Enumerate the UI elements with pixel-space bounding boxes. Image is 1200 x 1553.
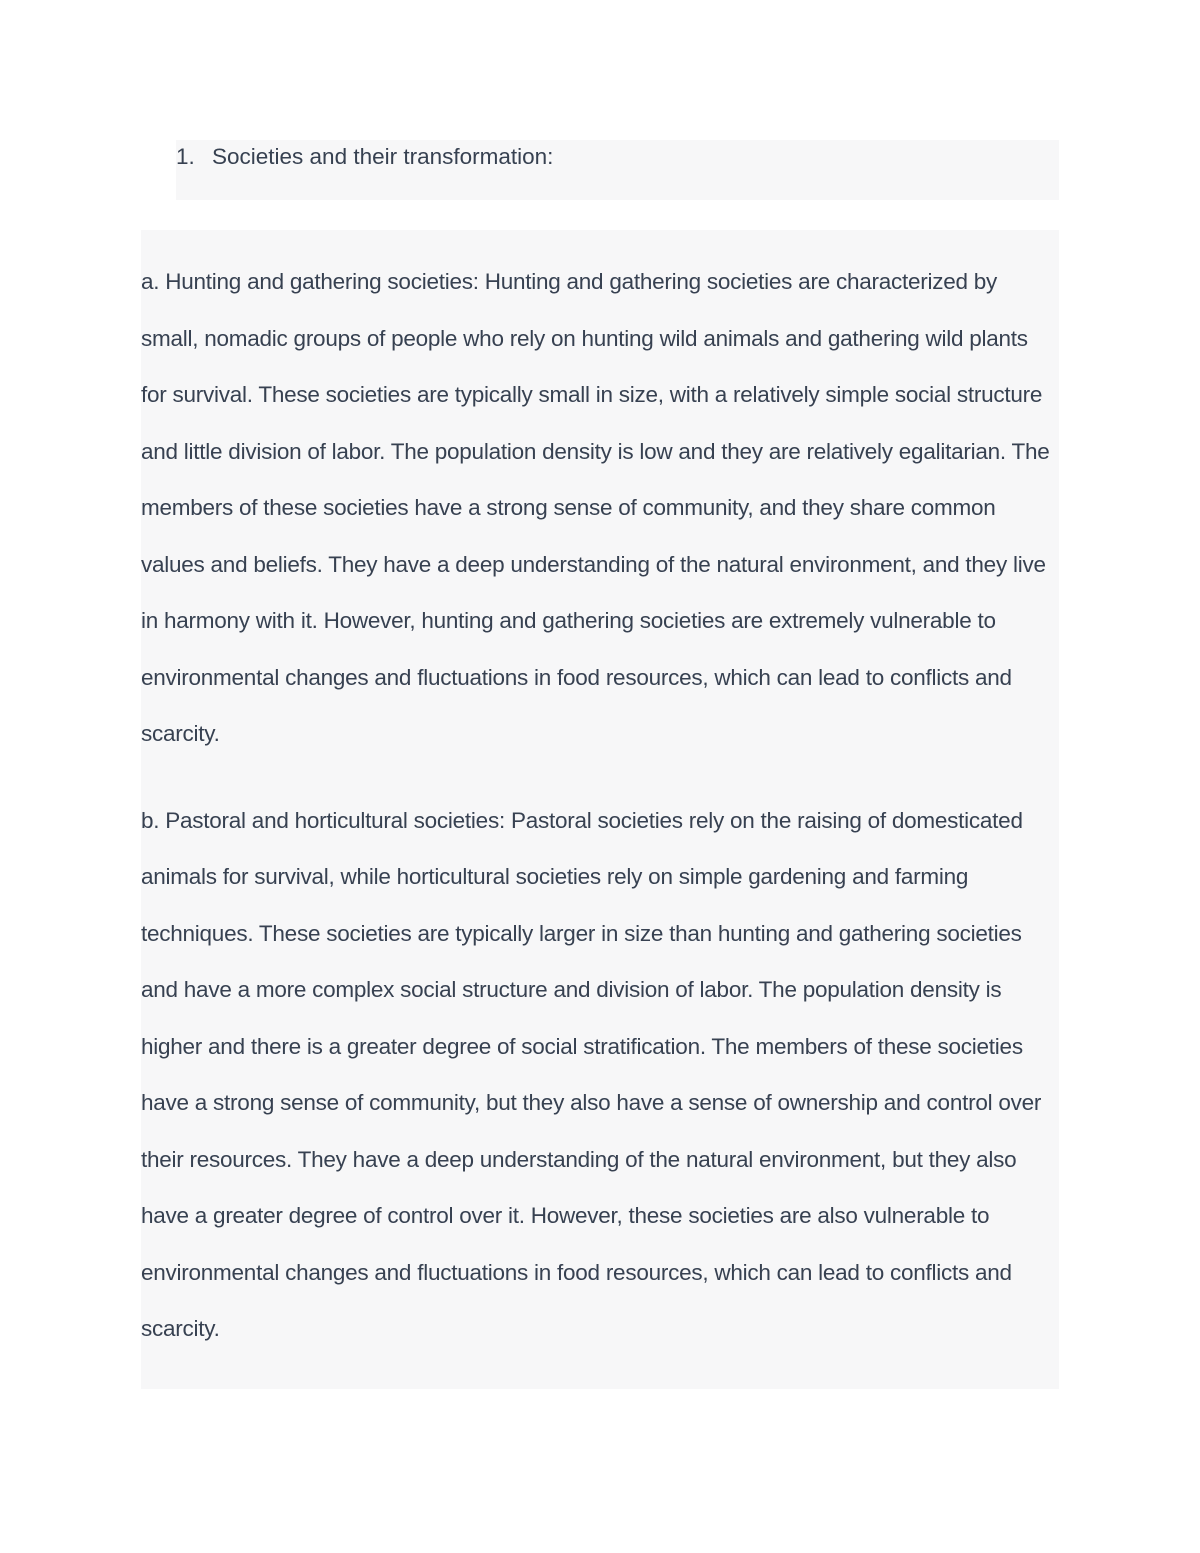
paragraph-pastoral-horticultural: b. Pastoral and horticultural societies: Pastoral societies rely on the raising of domesticated animals for survival, while horticultural societies rely on simple gardening and farming techniques. These societies are typically larger in size than hunting and gathering societies and have a more complex social structure and division of labor. The population density is higher and there is a greater degree of social stratification. The members of these societies have a strong sense of community, but they also have a sense of ownership and control over their resources. They have a deep understanding of the natural environment, but they also have a greater degree of control over it. However, these societies are also vulnerable to environmental changes and fluctuations in food resources, which can lead to conflicts and scarcity. [141, 807, 1042, 1341]
content-block [141, 230, 1059, 1389]
heading-text: Societies and their transformation: [212, 144, 554, 169]
section-heading [176, 140, 1059, 200]
list-number: 1. [176, 144, 195, 169]
paragraph-hunting-gathering: a. Hunting and gathering societies: Hunting and gathering societies are characterized by small, nomadic groups of people who rely on hunting wild animals and gathering wild plants for survival. These societies are typically small in size, with a relatively simple social structure and little division of labor. The population density is low and they are relatively egalitarian. The members of these societies have a strong sense of community, and they share common values and beliefs. They have a deep understanding of the natural environment, and they live in harmony with it. However, hunting and gathering societies are extremely vulnerable to environmental changes and fluctuations in food resources, which can lead to conflicts and scarcity. [141, 269, 1050, 746]
